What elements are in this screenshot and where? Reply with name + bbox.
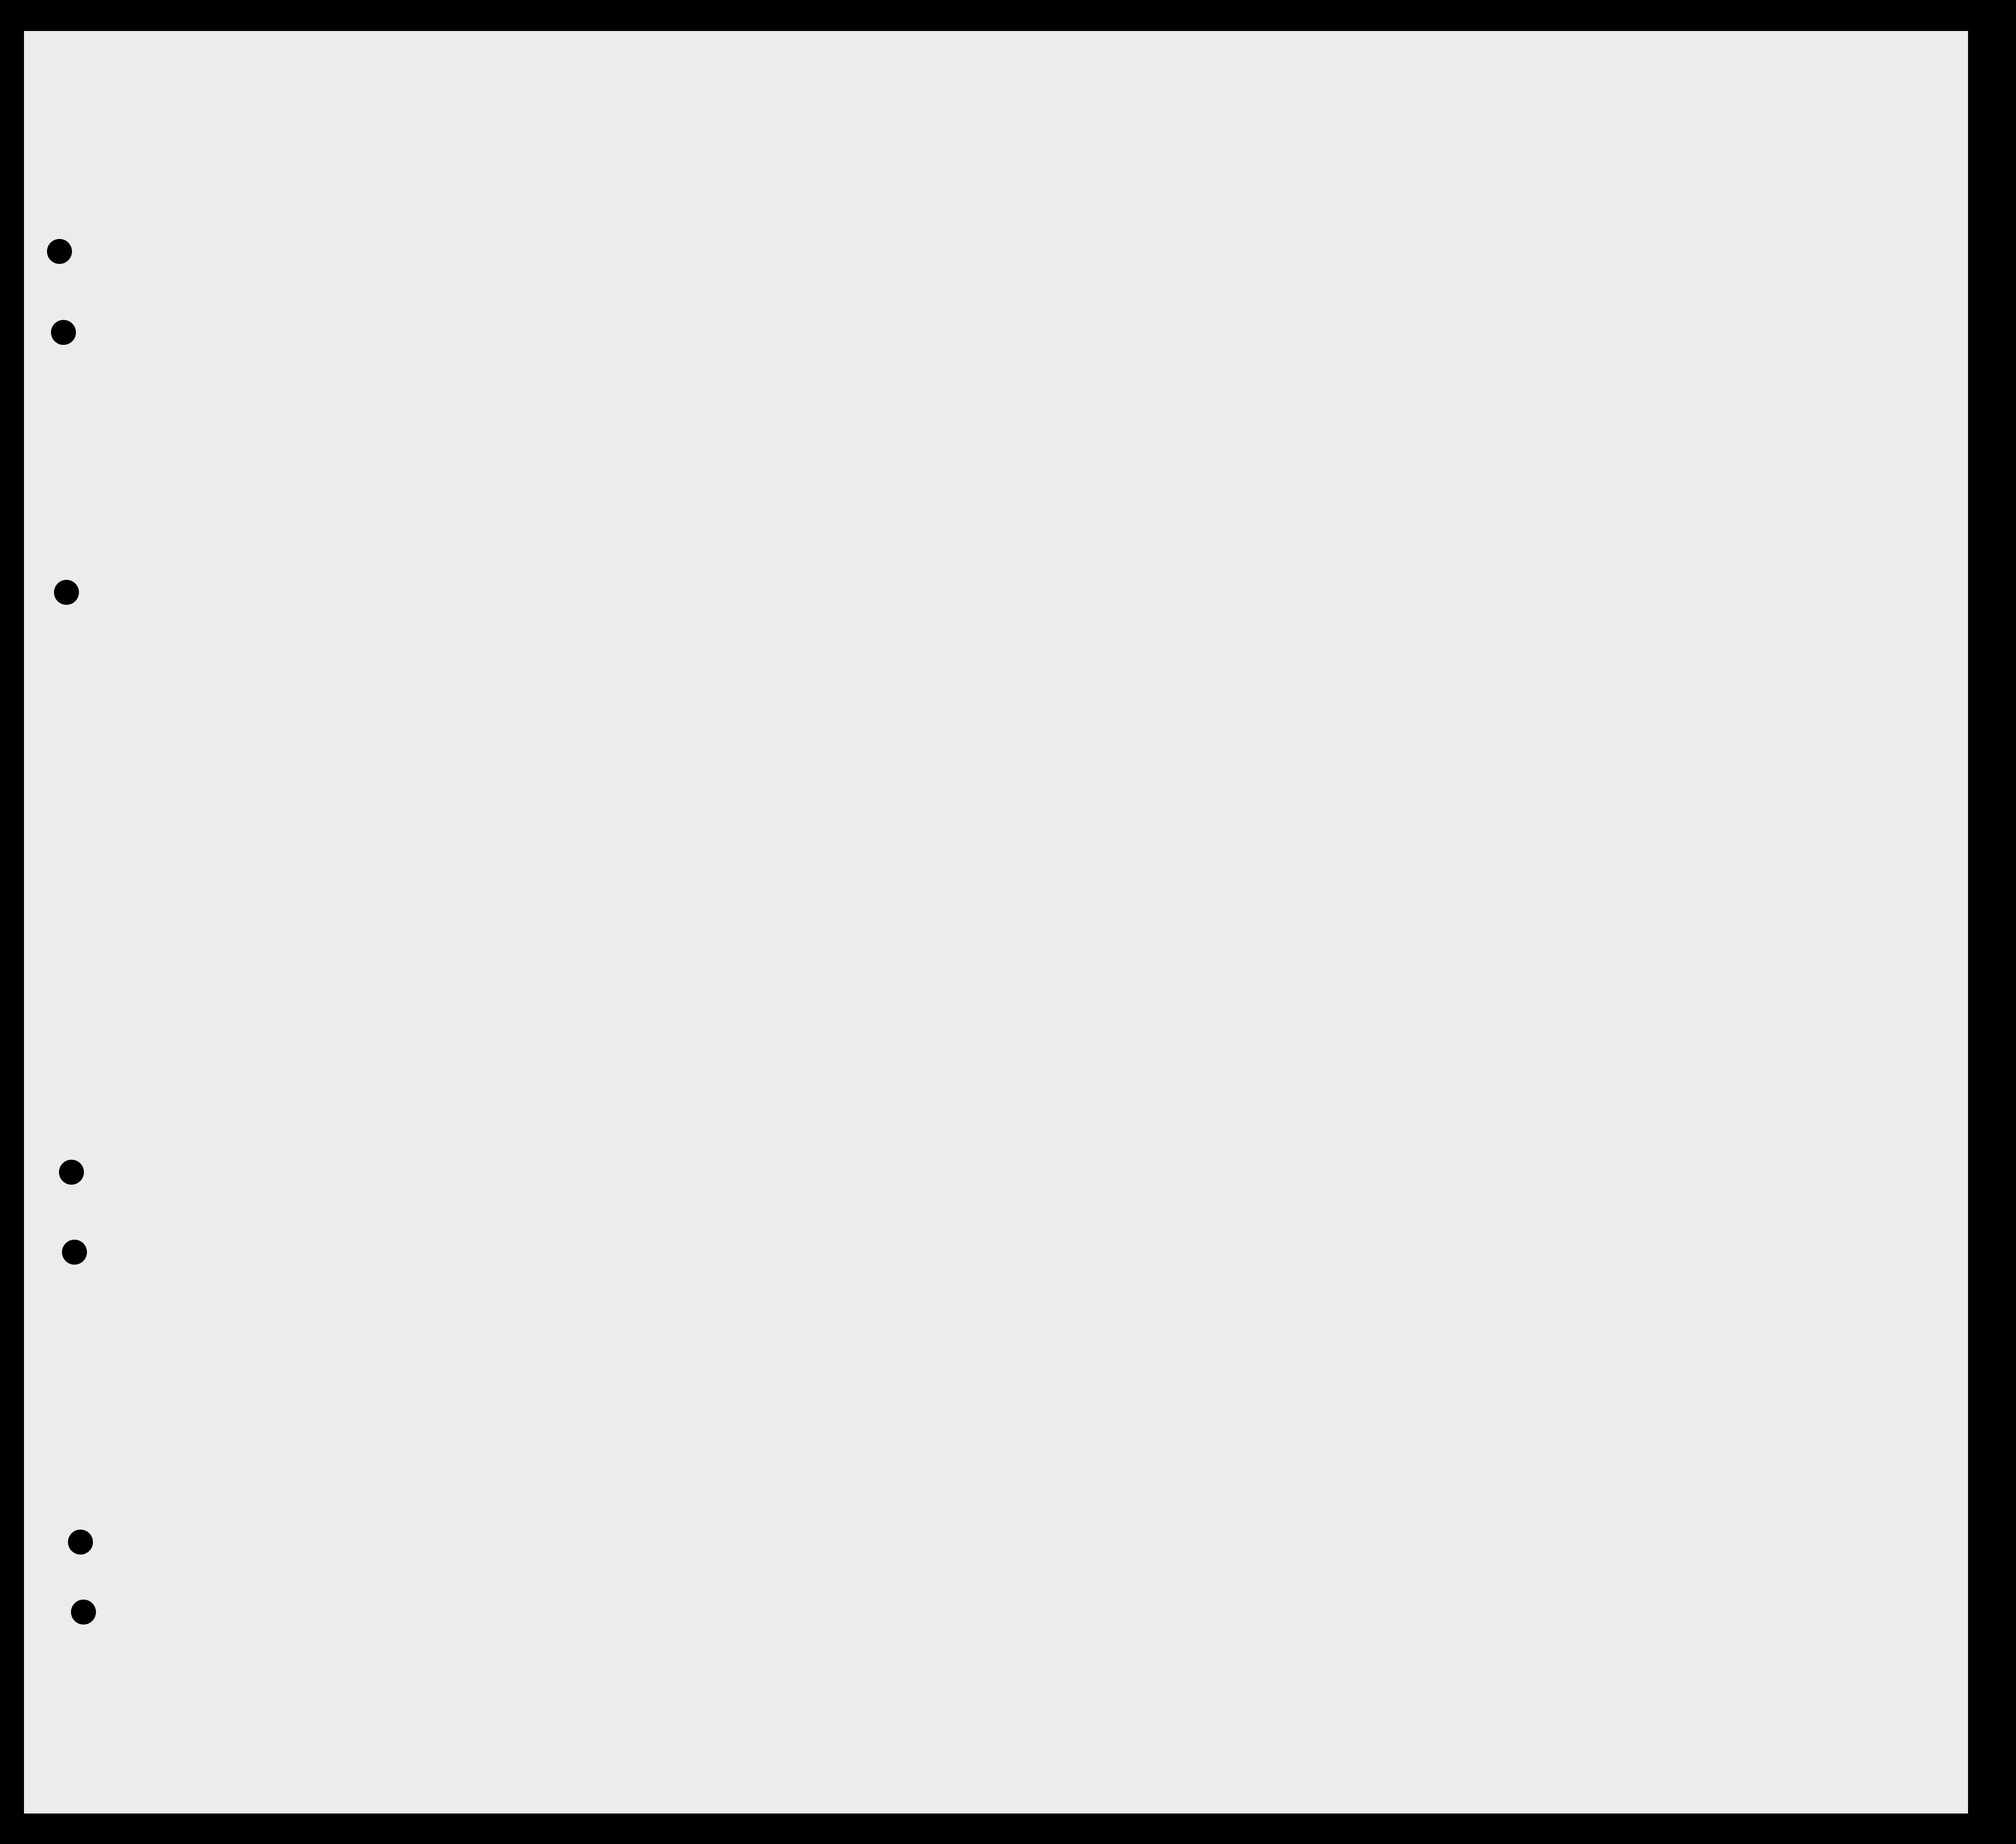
binding-hole xyxy=(71,1600,96,1625)
manifest-sheet xyxy=(24,31,1968,1814)
binding-hole xyxy=(68,1530,93,1555)
manifest-table xyxy=(24,31,1968,1814)
binding-hole xyxy=(54,580,79,605)
binding-hole xyxy=(59,1160,84,1185)
binding-hole xyxy=(51,320,76,345)
binding-hole xyxy=(47,239,72,264)
binding-hole xyxy=(62,1240,87,1265)
